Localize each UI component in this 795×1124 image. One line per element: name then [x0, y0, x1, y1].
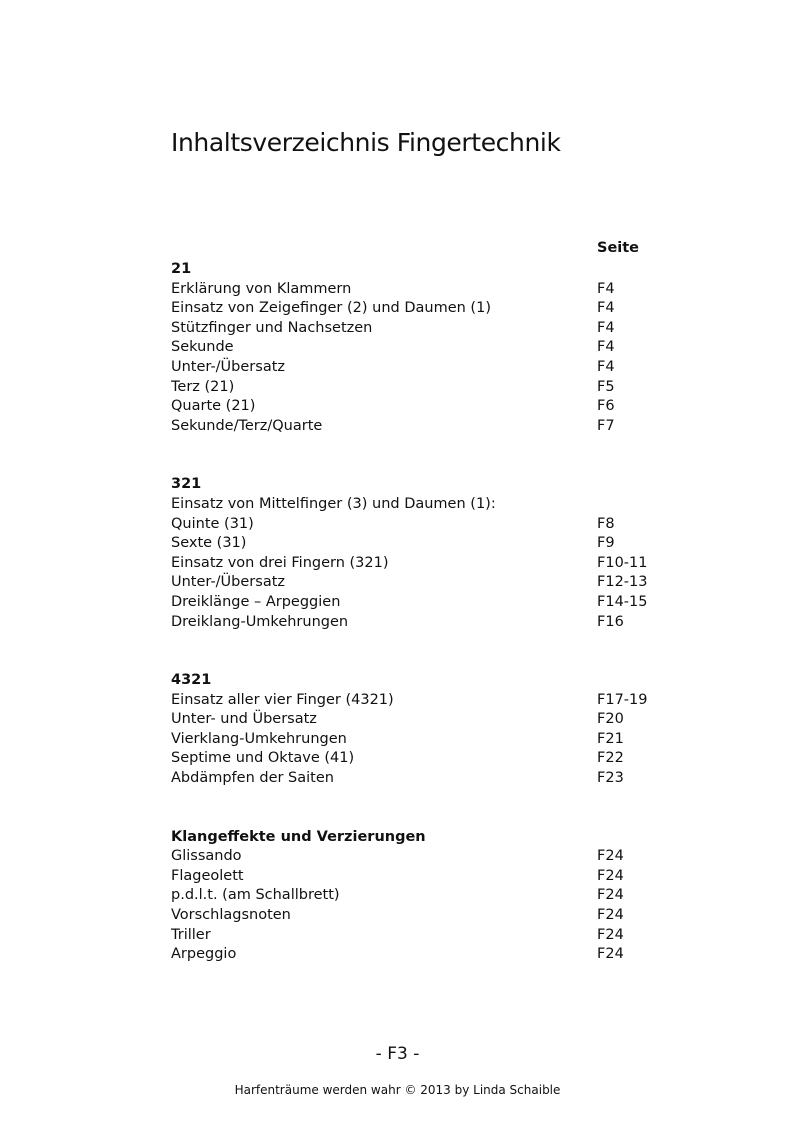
toc-entry-page: F16 [597, 613, 624, 630]
toc-entry [171, 515, 691, 535]
toc-entry [171, 495, 691, 515]
section-title: Klangeffekte und Verzierungen [171, 828, 426, 845]
toc-entry [171, 573, 691, 593]
toc-entry [171, 906, 691, 926]
toc-entry-page: F4 [597, 358, 615, 375]
toc-entry-label: Septime und Oktave (41) [171, 750, 355, 767]
toc-entry [171, 319, 691, 339]
toc-entry-page: F4 [597, 319, 615, 336]
toc-section [171, 475, 691, 632]
toc-entry-label: Terz (21) [171, 378, 235, 395]
toc-section [171, 260, 691, 436]
toc-entry [171, 847, 691, 867]
toc-entry-page: F7 [597, 417, 615, 434]
toc-entry-page: F24 [597, 887, 624, 904]
page-footer: Harfenträume werden wahr © 2013 by Linda Schaible [234, 1083, 561, 1097]
toc-entry-page: F14-15 [597, 593, 648, 610]
page-column-header-label: Seite [597, 240, 640, 256]
toc-entry-label: Quinte (31) [171, 515, 254, 532]
toc-entry-page: F22 [597, 750, 624, 767]
toc-entry-page: F10-11 [597, 554, 648, 571]
toc-entry-label: Triller [171, 926, 211, 943]
toc-entry-page: F24 [597, 946, 624, 963]
toc-entry-label: Sekunde/Terz/Quarte [171, 417, 323, 434]
toc-entry-page: F21 [597, 730, 624, 747]
toc-entry [171, 593, 691, 613]
toc-entry [171, 945, 691, 965]
toc-entry-page: F24 [597, 848, 624, 865]
toc-entry-label: Stützfinger und Nachsetzen [171, 319, 373, 336]
toc-entry [171, 280, 691, 300]
toc-entry [171, 769, 691, 789]
toc-section [171, 828, 691, 965]
toc-entry [171, 926, 691, 946]
toc-entry-label: Flageolett [171, 867, 244, 884]
toc-entry-page: F23 [597, 770, 624, 787]
toc-section [171, 671, 691, 789]
toc-entry-page: F4 [597, 300, 615, 317]
toc-entry-label: Glissando [171, 848, 242, 865]
toc-entry-label: Unter- und Übersatz [171, 711, 317, 728]
section-title: 321 [171, 476, 202, 493]
toc-entry-label: Erklärung von Klammern [171, 280, 352, 297]
toc-entry [171, 299, 691, 319]
toc-entry [171, 378, 691, 398]
toc-entry [171, 613, 691, 633]
section-title: 4321 [171, 672, 212, 689]
toc-entry-label: Unter-/Übersatz [171, 358, 285, 375]
page-column-header [171, 238, 691, 260]
toc-entry-page: F17-19 [597, 691, 648, 708]
toc-entry [171, 691, 691, 711]
toc-entry [171, 867, 691, 887]
toc-entry-label: Sekunde [171, 339, 234, 356]
page-title: Inhaltsverzeichnis Fingertechnik [171, 128, 561, 157]
toc-entry-label: Vierklang-Umkehrungen [171, 730, 347, 747]
toc-entry [171, 417, 691, 437]
toc-entry-page: F24 [597, 926, 624, 943]
toc-entry-label: Dreiklang-Umkehrungen [171, 613, 349, 630]
toc-entry-page: F5 [597, 378, 615, 395]
toc-entry-label: Einsatz aller vier Finger (4321) [171, 691, 394, 708]
toc-entry-label: Dreiklänge – Arpeggien [171, 593, 341, 610]
toc-entry-label: Arpeggio [171, 946, 237, 963]
toc-entry-label: Einsatz von Zeigefinger (2) und Daumen (1) [171, 300, 491, 317]
toc-entry-page: F6 [597, 398, 615, 415]
toc-entry-page: F24 [597, 867, 624, 884]
table-of-contents [171, 238, 691, 965]
toc-entry [171, 710, 691, 730]
toc-sections [171, 260, 691, 965]
toc-entry-label: Quarte (21) [171, 398, 256, 415]
page-number: - F3 - [375, 1044, 420, 1064]
toc-entry-page: F24 [597, 907, 624, 924]
toc-entry [171, 554, 691, 574]
toc-entry-label: Vorschlagsnoten [171, 907, 291, 924]
toc-entry-page: F8 [597, 515, 615, 532]
toc-entry [171, 338, 691, 358]
toc-entry-label: Sexte (31) [171, 535, 247, 552]
toc-entry [171, 397, 691, 417]
toc-entry [171, 534, 691, 554]
toc-entry-label: Einsatz von Mittelfinger (3) und Daumen (1): [171, 495, 496, 512]
toc-entry [171, 730, 691, 750]
toc-entry [171, 749, 691, 769]
section-title: 21 [171, 261, 192, 277]
toc-entry-label: Einsatz von drei Fingern (321) [171, 554, 389, 571]
toc-entry-page: F9 [597, 535, 615, 552]
toc-entry-page: F20 [597, 711, 624, 728]
toc-entry-page: F4 [597, 339, 615, 356]
toc-entry-label: Unter-/Übersatz [171, 574, 285, 591]
toc-entry [171, 886, 691, 906]
toc-entry [171, 358, 691, 378]
toc-entry-page: F4 [597, 280, 615, 297]
toc-entry-page: F12-13 [597, 574, 648, 591]
toc-entry-label: Abdämpfen der Saiten [171, 770, 334, 787]
toc-entry-label: p.d.l.t. (am Schallbrett) [171, 887, 340, 904]
